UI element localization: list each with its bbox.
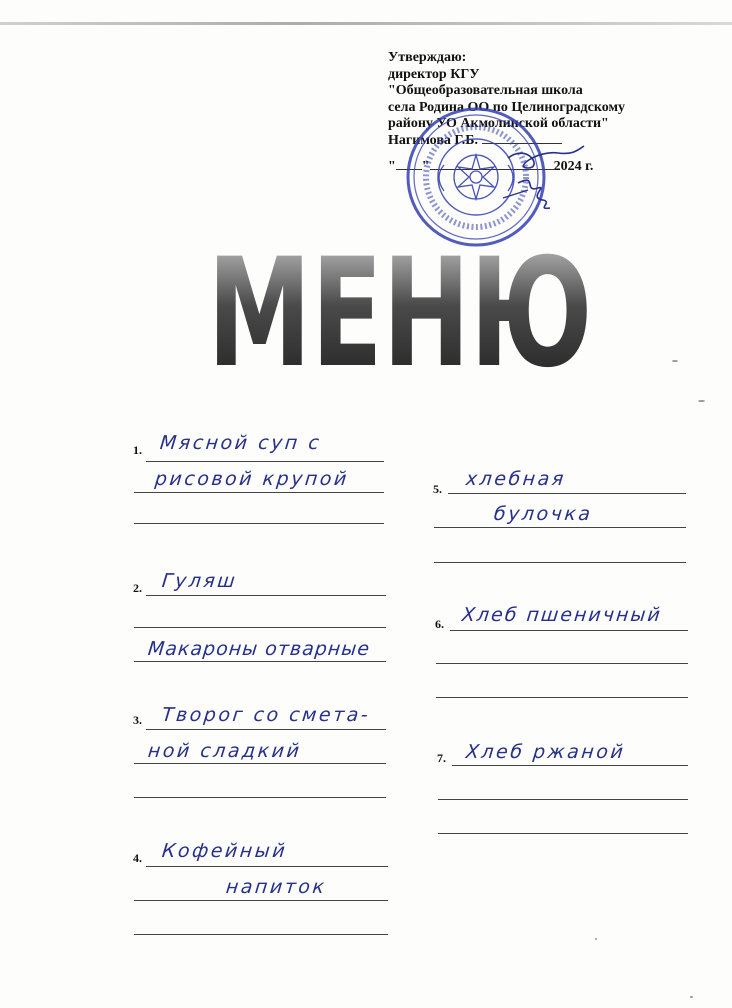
signature-icon xyxy=(498,138,588,218)
fill-line xyxy=(134,523,384,524)
fill-line xyxy=(134,492,384,493)
fill-line xyxy=(436,663,688,664)
fill-line xyxy=(134,627,386,628)
fill-line xyxy=(450,630,688,631)
menu-title-text: МЕНЮ xyxy=(207,227,593,401)
director-name: Нагимова Г.Б. xyxy=(388,132,478,148)
menu-item-5-line-1: хлебная xyxy=(464,468,567,490)
menu-item-7-line-1: Хлеб ржаной xyxy=(464,741,627,763)
scan-speck xyxy=(698,400,705,402)
item-number-6: 6. xyxy=(435,617,444,631)
fill-line xyxy=(134,797,386,798)
menu-item-2-line-3: Макароны отварные xyxy=(146,638,372,660)
menu-item-1-line-1: Мясной суп с xyxy=(158,432,323,454)
menu-title xyxy=(205,227,595,401)
approval-line-2: директор КГУ xyxy=(388,66,480,82)
fill-line xyxy=(452,765,688,766)
date-year: 2024 г. xyxy=(553,159,594,174)
menu-item-3-line-1: Творог со смета- xyxy=(160,704,372,726)
item-number-7: 7. xyxy=(437,751,446,765)
fill-line xyxy=(146,866,388,867)
fill-line xyxy=(146,595,386,596)
fill-line xyxy=(134,934,388,935)
scan-speck xyxy=(595,938,597,940)
item-number-2: 2. xyxy=(133,581,142,595)
approval-line-1: Утверждаю: xyxy=(388,50,467,65)
fill-line xyxy=(434,562,686,563)
item-number-5: 5. xyxy=(433,482,442,496)
fill-line xyxy=(438,833,688,834)
date-quote-open: " xyxy=(388,159,396,174)
approval-line-5: району УО Акмолинской области" xyxy=(388,116,609,131)
menu-item-4-line-2: напиток xyxy=(224,876,328,898)
menu-item-6-line-1: Хлеб пшеничный xyxy=(460,604,664,626)
menu-item-1-line-2: рисовой крупой xyxy=(153,468,351,490)
item-number-4: 4. xyxy=(133,851,142,865)
fill-line xyxy=(134,661,386,662)
scan-edge-line xyxy=(0,22,732,25)
scan-speck xyxy=(672,360,678,362)
scan-speck xyxy=(690,996,693,998)
fill-line xyxy=(134,763,386,764)
menu-item-4-line-1: Кофейный xyxy=(160,840,289,862)
date-quote-close: " xyxy=(421,159,430,174)
menu-item-3-line-2: ной сладкий xyxy=(146,740,303,762)
fill-line xyxy=(146,729,386,730)
item-number-1: 1. xyxy=(133,443,142,457)
fill-line xyxy=(436,697,688,698)
approval-line-4: села Родина ОО по Целиноградскому xyxy=(388,99,625,115)
fill-line xyxy=(146,461,384,462)
fill-line xyxy=(134,900,388,901)
fill-line xyxy=(438,799,688,800)
fill-line xyxy=(448,493,686,494)
approval-line-3: "Общеобразовательная школа xyxy=(388,83,583,98)
item-number-3: 3. xyxy=(133,713,142,727)
menu-item-5-line-2: булочка xyxy=(492,503,594,525)
fill-line xyxy=(434,527,686,528)
menu-item-2-line-1: Гуляш xyxy=(160,570,239,592)
